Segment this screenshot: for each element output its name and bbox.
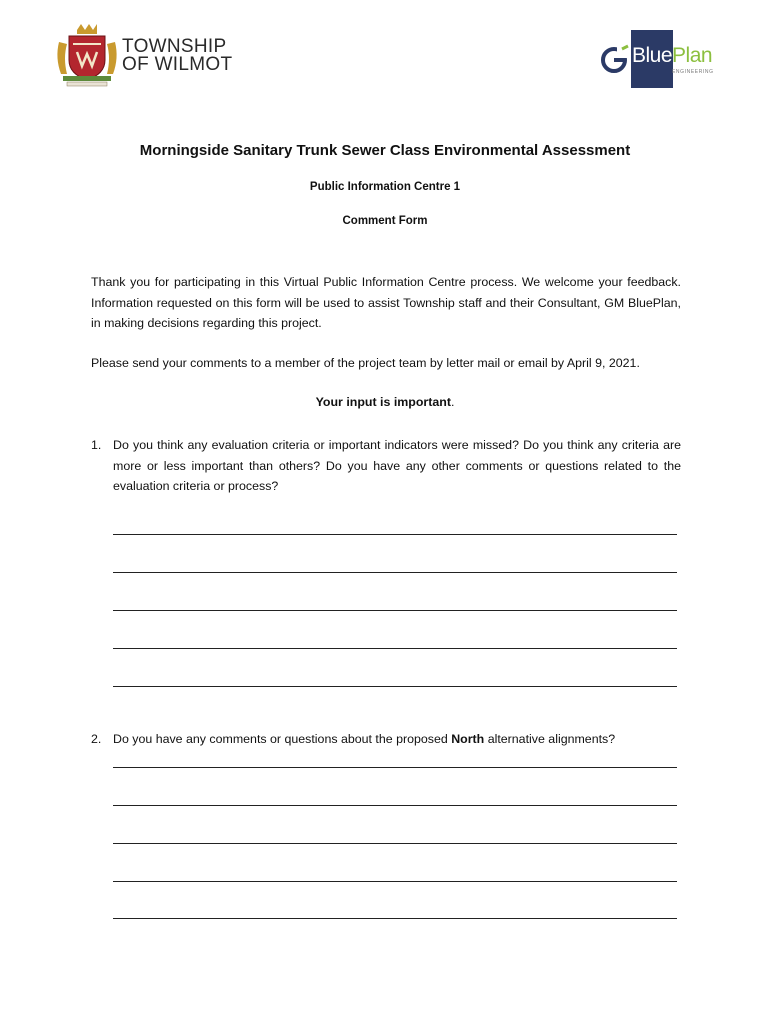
logo-line-of-wilmot: OF WILMOT — [122, 54, 233, 75]
answer-line[interactable] — [113, 843, 677, 844]
north-emphasis: North — [451, 732, 485, 746]
gm-blueplan-logo — [598, 30, 718, 90]
question-text: Do you think any evaluation criteria or important indicators were missed? Do you think any criteria are more or less important than others? Do you have any other comments or questions related to the evaluation criteria or process? — [113, 438, 681, 493]
answer-line[interactable] — [113, 572, 677, 573]
answer-line[interactable] — [113, 534, 677, 535]
answer-line[interactable] — [113, 610, 677, 611]
answer-line[interactable] — [113, 918, 677, 919]
township-of-wilmot-logo — [55, 22, 235, 88]
answer-line[interactable] — [113, 767, 677, 768]
wilmot-crest-icon — [55, 22, 119, 88]
question-number: 1. — [91, 438, 102, 452]
form-label: Comment Form — [342, 215, 428, 227]
answer-line[interactable] — [113, 648, 677, 649]
document-subtitle: Public Information Centre 1 — [309, 181, 461, 193]
answer-line[interactable] — [113, 805, 677, 806]
blueplan-tagline: ENGINEERING — [672, 69, 714, 75]
answer-line[interactable] — [113, 881, 677, 882]
document-title: Morningside Sanitary Trunk Sewer Class Environmental Assessment — [139, 142, 631, 159]
input-important-bold: Your input is important — [315, 395, 451, 409]
send-note-paragraph: Please send your comments to a member of the project team by letter mail or email by April 9, 2021. — [91, 356, 640, 370]
question-text: Do you have any comments or questions about the proposed North alternative alignments? — [113, 732, 616, 746]
answer-line[interactable] — [113, 686, 677, 687]
input-important-period: . — [450, 395, 455, 409]
input-important-note — [0, 395, 770, 409]
gm-mark-icon — [600, 44, 632, 76]
intro-paragraph: Thank you for participating in this Virtual Public Information Centre process. We welcome your feedback. Information requested on this form will be used to assist Township staff and their Consultant, GM BluePlan, in making decisions regarding this project. — [91, 275, 681, 330]
question-number: 2. — [91, 732, 102, 746]
blueplan-wordmark: BluePlan — [632, 44, 713, 67]
logo-line-township: TOWNSHIP — [122, 36, 227, 57]
